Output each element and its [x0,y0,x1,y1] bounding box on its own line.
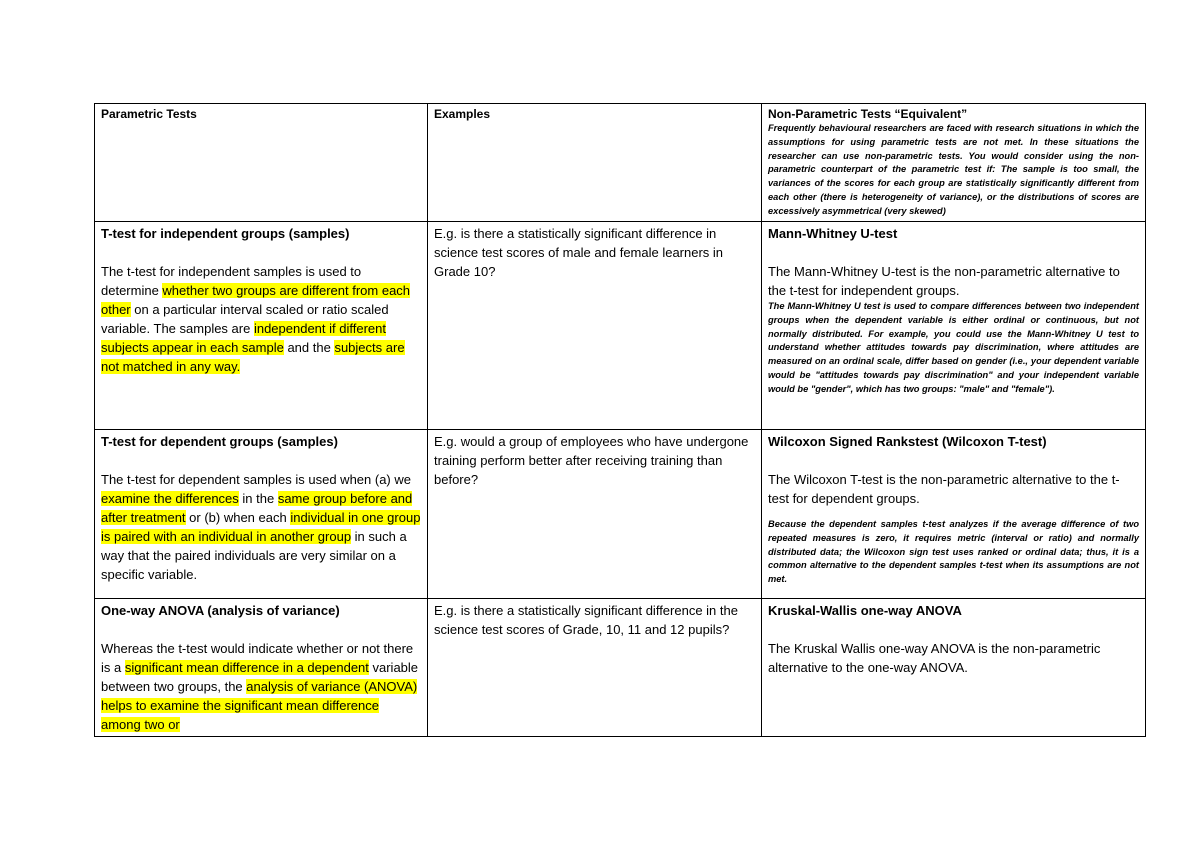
highlighted-text: examine the differences [101,491,239,506]
table-row [95,222,1146,430]
param-cell [95,599,428,737]
header-examples: Examples [434,107,491,121]
nonparam-test-title: Kruskal-Wallis one-way ANOVA [768,603,962,618]
highlighted-text: significant mean difference in a dependent [124,660,369,675]
param-cell [95,222,428,430]
highlighted-text: analysis of variance (ANOVA) helps to examine the significant mean difference among two or [101,679,418,732]
param-test-description: Whereas the t-test would indicate whether or not there is a significant mean difference in a dependent variable between two groups, the analysis of variance (ANOVA) helps to examine the significant mean difference among two or [101,641,419,732]
header-cell-parametric [95,104,428,222]
header-parametric-tests: Parametric Tests [101,107,197,121]
highlighted-text: independent if different subjects appear in each sample [101,321,386,355]
nonparam-test-title: Mann-Whitney U-test [768,226,898,241]
nonparam-test-description: The Kruskal Wallis one-way ANOVA is the non-parametric alternative to the one-way ANOVA. [768,641,1101,675]
param-test-description: The t-test for dependent samples is used when (a) we examine the differences in the same group before and after treatment or (b) when each individual in one group is paired with an individual in another group in such a way that the paired individuals are very similar on a specific variable. [101,472,421,582]
param-test-description: The t-test for independent samples is used to determine whether two groups are different from each other on a particular interval scaled or ratio scaled variable. The samples are independent if different subjects appear in each sample and the subjects are not matched in any way. [101,264,411,374]
param-cell [95,430,428,599]
highlighted-text: individual in one group is paired with an individual in another group [101,510,421,544]
example-text: E.g. is there a statistically significant difference in science test scores of male and female learners in Grade 10? [434,226,724,279]
header-nonparametric-note: Frequently behavioural researchers are faced with research situations in which the assumptions for using parametric tests are not met. In these situations the researcher can use non-parametric tests. You would consider using the non-parametric counterpart of the parametric test if: The sample is too small, the variances of the scores for each group are statistically significantly different from each other (there is heterogeneity of variance), or the distributions of scores are excessively asymmetrical (very skewed) [768,123,1139,216]
nonparam-cell [762,430,1146,599]
table-header-row [95,104,1146,222]
example-cell [428,222,762,430]
example-text: E.g. is there a statistically significant difference in the science test scores of Grade, 10, 11 and 12 pupils? [434,603,738,637]
highlighted-text: subjects are not matched in any way. [101,340,405,374]
nonparam-test-description: The Wilcoxon T-test is the non-parametric alternative to the t-test for dependent groups. [768,472,1120,506]
highlighted-text: same group before and after treatment [101,491,413,525]
nonparam-test-note: The Mann-Whitney U test is used to compare differences between two independent groups when the dependent variable is either ordinal or continuous, but not normally distributed. For example, you could use the Mann-Whitney U test to understand whether attitudes towards pay discrimination, where attitudes are measured on an ordinal scale, differ based on gender (i.e., your dependent variable would be "attitudes towards pay discrimination" and your independent variable would be "gender", which has two groups: "male" and "female"). [768,301,1139,394]
param-test-title: One-way ANOVA (analysis of variance) [101,603,340,618]
header-cell-examples [428,104,762,222]
example-cell [428,599,762,737]
param-test-title: T-test for dependent groups (samples) [101,434,338,449]
tests-comparison-table [94,103,1146,737]
nonparam-test-note: Because the dependent samples t-test analyzes if the average difference of two repeated measures is zero, it requires metric (interval or ratio) and normally distributed data; the Wilcoxon sign test uses ranked or ordinal data; thus, it is a common alternative to the dependent samples t-test when its assumptions are not met. [768,519,1139,585]
header-nonparametric-tests: Non-Parametric Tests “Equivalent” [768,107,968,121]
nonparam-cell [762,222,1146,430]
nonparam-test-description: The Mann-Whitney U-test is the non-parametric alternative to the t-test for independent groups. [768,264,1120,298]
param-test-title: T-test for independent groups (samples) [101,226,350,241]
nonparam-test-title: Wilcoxon Signed Rankstest (Wilcoxon T-test) [768,434,1047,449]
highlighted-text: whether two groups are different from each other [101,283,411,317]
example-text: E.g. would a group of employees who have undergone training perform better after receiving training than before? [434,434,749,487]
table-row [95,430,1146,599]
header-cell-nonparametric [762,104,1146,222]
table-row [95,599,1146,737]
nonparam-cell [762,599,1146,737]
example-cell [428,430,762,599]
